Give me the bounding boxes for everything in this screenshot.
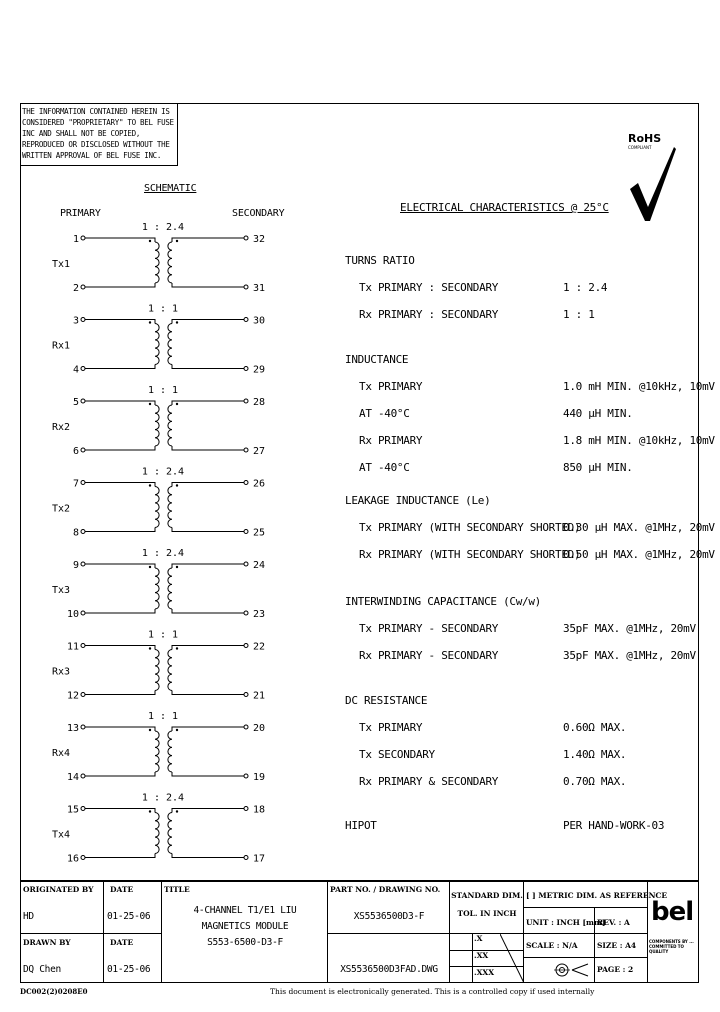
channel-tx3-secondary-wire — [172, 564, 244, 568]
channel-tx2-terminal — [81, 481, 85, 485]
spec-label: Rx PRIMARY - SECONDARY — [359, 649, 499, 662]
spec-label: Tx PRIMARY : SECONDARY — [359, 281, 499, 294]
tol-label: TOL. IN INCH — [457, 909, 517, 918]
channel-rx1-secondary-wire — [172, 365, 244, 369]
channel-rx3-name: Rx3 — [52, 666, 71, 678]
channel-tx3-terminal — [244, 562, 248, 566]
channel-tx4-name: Tx4 — [52, 829, 71, 841]
channel-tx3-secondary-wire — [172, 609, 244, 613]
channel-rx1-terminal — [244, 318, 248, 322]
channel-rx3-primary-wire — [85, 646, 155, 650]
channel-rx2-pin-27: 27 — [253, 446, 266, 457]
channel-tx4-terminal — [244, 856, 248, 860]
channel-tx3-ratio: 1 : 2.4 — [141, 548, 185, 559]
channel-rx2-ratio: 1 : 1 — [147, 385, 179, 396]
spec-label: AT -40°C — [359, 407, 410, 420]
size-label: SIZE : A4 — [597, 941, 637, 950]
spec-value: 1.8 mH MIN. @10kHz, 10mV — [563, 434, 715, 447]
spec-value: 35pF MAX. @1MHz, 20mV — [563, 649, 696, 662]
channel-rx1-pin-30: 30 — [253, 315, 266, 327]
channel-rx2-terminal — [81, 399, 85, 403]
electrical-title: ELECTRICAL CHARACTERISTICS @ 25°C — [400, 201, 609, 214]
channel-tx1-terminal — [244, 236, 248, 240]
channel-rx1-ratio: 1 : 1 — [147, 303, 179, 315]
channel-rx4-pin-14: 14 — [66, 772, 79, 783]
channel-rx4-polarity-dot — [176, 729, 178, 731]
channel-tx2-terminal — [244, 481, 248, 485]
channel-tx3-pin-9: 9 — [72, 560, 79, 571]
channel-tx4-polarity-dot — [149, 810, 151, 812]
channel-rx3-terminal — [81, 644, 85, 648]
title-label: TITLE — [164, 885, 190, 894]
channel-tx2-primary-wire — [85, 528, 155, 532]
spec-value: 0.60Ω MAX. — [563, 721, 627, 734]
drawn-date: 01-25-06 — [107, 964, 151, 975]
spec-label: Tx PRIMARY - SECONDARY — [359, 622, 499, 635]
date-label: DATE — [110, 885, 134, 894]
channel-rx3-pin-11: 11 — [66, 641, 79, 653]
channel-rx2-primary-wire — [85, 446, 155, 450]
channel-tx4-pin-18: 18 — [253, 804, 266, 816]
channel-tx2-pin-25: 25 — [253, 527, 266, 539]
channel-tx1-primary-coil — [155, 242, 159, 283]
channel-tx3-terminal — [244, 611, 248, 615]
channel-rx4-pin-13: 13 — [66, 723, 79, 734]
channel-tx3-polarity-dot — [149, 566, 151, 568]
rohs-label: RoHS — [628, 132, 662, 145]
title-line2: MAGNETICS MODULE — [201, 921, 289, 932]
channel-tx4-secondary-wire — [172, 854, 244, 858]
channel-rx2-pin-5: 5 — [72, 397, 79, 408]
channel-tx2-secondary-wire — [172, 483, 244, 487]
channel-tx4-pin-15: 15 — [66, 804, 79, 816]
channel-tx2-pin-26: 26 — [253, 478, 266, 490]
channel-tx1-terminal — [81, 285, 85, 289]
channel-tx1-primary-wire — [85, 283, 155, 287]
projection-icon — [554, 961, 590, 979]
channel-rx3-secondary-coil — [168, 650, 172, 691]
channel-tx4-secondary-wire — [172, 809, 244, 813]
channel-rx4-primary-coil — [155, 731, 159, 772]
channel-rx4-terminal — [244, 774, 248, 778]
channel-rx2-polarity-dot — [149, 403, 151, 405]
spec-value: 0.30 µH MAX. @1MHz, 20mV — [563, 521, 715, 534]
tol-xx: .XX — [474, 951, 489, 960]
spec-value: 0.70Ω MAX. — [563, 775, 627, 788]
schematic-title: SCHEMATIC — [144, 183, 197, 194]
spec-label: Tx PRIMARY — [359, 721, 423, 734]
section-heading: DC RESISTANCE — [345, 694, 428, 707]
channel-rx2-terminal — [244, 448, 248, 452]
footer-code: DC002(2)0208E0 — [20, 987, 88, 996]
channel-tx2-name: Tx2 — [52, 503, 71, 515]
std-dim-label: STANDARD DIM. — [451, 891, 523, 900]
spec-label: Rx PRIMARY — [359, 434, 423, 447]
channel-rx3-secondary-wire — [172, 691, 244, 695]
channel-rx2-terminal — [244, 399, 248, 403]
channel-tx1-terminal — [244, 285, 248, 289]
channel-tx2-polarity-dot — [176, 484, 178, 486]
spec-label: Tx SECONDARY — [359, 748, 435, 761]
channel-rx2-primary-coil — [155, 405, 159, 446]
channel-tx3-primary-coil — [155, 568, 159, 609]
spec-value: 0.50 µH MAX. @1MHz, 20mV — [563, 548, 715, 561]
channel-rx3-pin-12: 12 — [66, 690, 79, 702]
channel-rx1-secondary-wire — [172, 320, 244, 324]
channel-rx2-polarity-dot — [176, 403, 178, 405]
channel-rx1-primary-coil — [155, 324, 159, 365]
section-heading: LEAKAGE INDUCTANCE (Le) — [345, 494, 491, 507]
section-heading: TURNS RATIO — [345, 254, 415, 267]
channel-rx3-polarity-dot — [176, 647, 178, 649]
channel-tx3-secondary-coil — [168, 568, 172, 609]
channel-tx4-primary-coil — [155, 813, 159, 854]
channel-tx3-pin-24: 24 — [253, 560, 266, 571]
channel-tx4-secondary-coil — [168, 813, 172, 854]
channel-rx3-terminal — [244, 644, 248, 648]
channel-tx2-primary-wire — [85, 483, 155, 487]
channel-rx4-polarity-dot — [149, 729, 151, 731]
title-line3: S553-6500-D3-F — [207, 937, 283, 948]
channel-rx1-pin-4: 4 — [72, 364, 79, 376]
spec-value: 35pF MAX. @1MHz, 20mV — [563, 622, 696, 635]
channel-rx3-primary-coil — [155, 650, 159, 691]
channel-rx4-pin-19: 19 — [253, 772, 266, 783]
page-label: PAGE : 2 — [597, 965, 634, 974]
section-heading: INDUCTANCE — [345, 353, 409, 366]
bel-tagline: COMPONENTS BY ... COMMITTED TO QUALITY — [649, 939, 694, 954]
channel-rx3-ratio: 1 : 1 — [147, 629, 179, 641]
tol-diagonal — [500, 934, 524, 983]
channel-rx1-terminal — [244, 367, 248, 371]
channel-tx2-secondary-wire — [172, 528, 244, 532]
spec-value: 850 µH MIN. — [563, 461, 633, 474]
spec-value: 1.40Ω MAX. — [563, 748, 627, 761]
channel-rx4-ratio: 1 : 1 — [147, 711, 179, 722]
channel-tx1-terminal — [81, 236, 85, 240]
channel-tx2-terminal — [81, 530, 85, 534]
channel-tx3-name: Tx3 — [52, 585, 71, 596]
channel-tx2-polarity-dot — [149, 484, 151, 486]
channel-tx3-pin-23: 23 — [253, 609, 266, 620]
spec-value: 1 : 2.4 — [563, 281, 608, 294]
channel-tx1-pin-31: 31 — [253, 283, 266, 294]
channel-rx4-terminal — [244, 725, 248, 729]
tol-xxx: .XXX — [474, 968, 495, 977]
channel-rx1-polarity-dot — [149, 321, 151, 323]
spec-label: Rx PRIMARY (WITH SECONDARY SHORTED) — [359, 548, 581, 561]
channel-rx3-polarity-dot — [149, 647, 151, 649]
channel-tx4-polarity-dot — [176, 810, 178, 812]
originated-by-label: ORIGINATED BY — [23, 885, 94, 894]
scale-label: SCALE : N/A — [526, 941, 578, 950]
channel-tx1-secondary-coil — [168, 242, 172, 283]
channel-rx2-secondary-wire — [172, 446, 244, 450]
channel-tx1-secondary-wire — [172, 238, 244, 242]
channel-rx4-pin-20: 20 — [253, 723, 266, 734]
hipot-value: PER HAND-WORK-03 — [563, 819, 665, 832]
channel-rx4-secondary-coil — [168, 731, 172, 772]
channel-rx3-terminal — [81, 693, 85, 697]
spec-value: 440 µH MIN. — [563, 407, 633, 420]
channel-tx2-ratio: 1 : 2.4 — [141, 466, 185, 478]
spec-label: Tx PRIMARY (WITH SECONDARY SHORTED) — [359, 521, 581, 534]
tol-x: .X — [474, 934, 483, 943]
channel-rx1-pin-29: 29 — [253, 364, 266, 376]
channel-tx2-pin-8: 8 — [72, 527, 79, 539]
channel-tx2-terminal — [244, 530, 248, 534]
drawn-date-label: DATE — [110, 938, 134, 947]
title-line1: 4-CHANNEL T1/E1 LIU — [193, 905, 297, 916]
originated-date: 01-25-06 — [107, 911, 151, 922]
channel-tx4-terminal — [81, 856, 85, 860]
rohs-sub: COMPLIANT — [628, 145, 652, 150]
channel-tx4-primary-wire — [85, 854, 155, 858]
channel-rx3-secondary-wire — [172, 646, 244, 650]
channel-tx1-name: Tx1 — [52, 259, 71, 270]
channel-tx3-polarity-dot — [176, 566, 178, 568]
drawing-no: XS5536500D3FAD.DWG — [340, 964, 438, 975]
channel-tx1-polarity-dot — [176, 240, 178, 242]
hipot-label: HIPOT — [345, 819, 377, 832]
drawn-by-label: DRAWN BY — [23, 938, 71, 947]
channel-rx4-name: Rx4 — [52, 748, 71, 759]
channel-rx4-terminal — [81, 725, 85, 729]
channel-tx1-polarity-dot — [149, 240, 151, 242]
channel-tx1-secondary-wire — [172, 283, 244, 287]
channel-tx4-primary-wire — [85, 809, 155, 813]
channel-tx1-pin-1: 1 — [72, 234, 79, 245]
channel-tx3-primary-wire — [85, 609, 155, 613]
channel-rx2-name: Rx2 — [52, 422, 71, 433]
section-heading: INTERWINDING CAPACITANCE (Cw/w) — [345, 595, 541, 608]
channel-rx1-terminal — [81, 318, 85, 322]
channel-tx3-terminal — [81, 562, 85, 566]
secondary-label: SECONDARY — [232, 208, 285, 219]
channel-rx2-terminal — [81, 448, 85, 452]
metric-label: [ ] METRIC DIM. AS REFERENCE — [526, 891, 668, 900]
channel-tx4-terminal — [81, 807, 85, 811]
channel-rx4-primary-wire — [85, 727, 155, 731]
channel-rx3-primary-wire — [85, 691, 155, 695]
channel-tx4-terminal — [244, 807, 248, 811]
channel-rx2-primary-wire — [85, 401, 155, 405]
channel-rx1-secondary-coil — [168, 324, 172, 365]
spec-label: Rx PRIMARY : SECONDARY — [359, 308, 499, 321]
channel-rx4-terminal — [81, 774, 85, 778]
channel-tx1-ratio: 1 : 2.4 — [141, 222, 185, 233]
channel-rx3-terminal — [244, 693, 248, 697]
channel-rx3-pin-21: 21 — [253, 690, 266, 702]
drawn-by: DQ Chen — [23, 964, 61, 975]
channel-rx1-name: Rx1 — [52, 340, 71, 352]
channel-tx4-ratio: 1 : 2.4 — [141, 792, 185, 804]
channel-tx1-pin-2: 2 — [72, 283, 79, 294]
channel-rx2-pin-28: 28 — [253, 397, 266, 408]
channel-rx1-terminal — [81, 367, 85, 371]
channel-rx1-pin-3: 3 — [72, 315, 79, 327]
channel-tx3-pin-10: 10 — [66, 609, 79, 620]
channel-tx1-pin-32: 32 — [253, 234, 266, 245]
channel-rx4-secondary-wire — [172, 727, 244, 731]
unit-label: UNIT : INCH [mm] — [526, 918, 606, 927]
channel-tx3-primary-wire — [85, 564, 155, 568]
spec-label: Tx PRIMARY — [359, 380, 423, 393]
primary-label: PRIMARY — [60, 208, 101, 219]
channel-tx4-pin-16: 16 — [66, 853, 79, 865]
spec-value: 1 : 1 — [563, 308, 595, 321]
channel-tx3-terminal — [81, 611, 85, 615]
channel-rx4-primary-wire — [85, 772, 155, 776]
channel-tx1-primary-wire — [85, 238, 155, 242]
channel-rx1-polarity-dot — [176, 321, 178, 323]
channel-rx2-secondary-wire — [172, 401, 244, 405]
channel-tx2-primary-coil — [155, 487, 159, 528]
channel-rx2-pin-6: 6 — [72, 446, 79, 457]
spec-label: AT -40°C — [359, 461, 410, 474]
channel-rx1-primary-wire — [85, 365, 155, 369]
channel-tx4-pin-17: 17 — [253, 853, 266, 865]
channel-rx4-secondary-wire — [172, 772, 244, 776]
bel-logo: bel — [651, 897, 694, 927]
channel-rx1-primary-wire — [85, 320, 155, 324]
title-block — [20, 880, 699, 983]
channel-rx3-pin-22: 22 — [253, 641, 266, 653]
part-no-label: PART NO. / DRAWING NO. — [330, 885, 441, 894]
proprietary-notice: THE INFORMATION CONTAINED HEREIN IS CONSIDERED "PROPRIETARY" TO BEL FUSE INC AND SHALL NOT BE COPIED, REPRODUCED OR DISCLOSED WITHOUT THE WRITTEN APPROVAL OF BEL FUSE INC. — [20, 103, 178, 166]
originated-by: HD — [23, 911, 34, 922]
part-no: XS5536500D3-F — [353, 911, 425, 922]
spec-label: Rx PRIMARY & SECONDARY — [359, 775, 499, 788]
channel-tx2-secondary-coil — [168, 487, 172, 528]
spec-value: 1.0 mH MIN. @10kHz, 10mV — [563, 380, 715, 393]
footer-note: This document is electronically generated. This is a controlled copy if used internally — [270, 987, 595, 996]
rev-label: REV. : A — [597, 918, 630, 927]
channel-tx2-pin-7: 7 — [72, 478, 79, 490]
channel-rx2-secondary-coil — [168, 405, 172, 446]
